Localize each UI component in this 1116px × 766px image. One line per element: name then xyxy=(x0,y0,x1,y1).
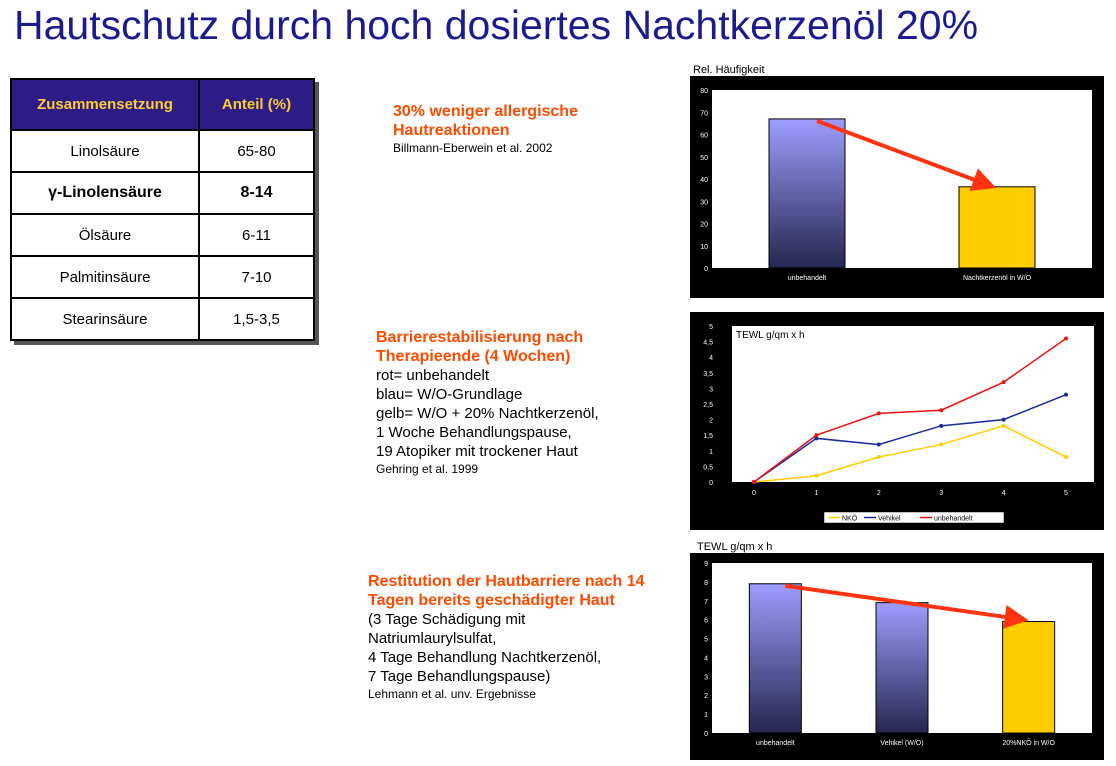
chart2-box xyxy=(690,312,1104,530)
x-tick-label: 4 xyxy=(1001,490,1006,497)
y-tick-label: 30 xyxy=(700,199,708,207)
x-tick-label: 20%NKÖ in W/O xyxy=(1002,740,1055,747)
study3-line: 4 Tage Behandlung Nachtkerzenöl, xyxy=(368,649,602,666)
component-name: γ-Linolensäure xyxy=(11,172,199,214)
component-share: 6-11 xyxy=(199,214,314,256)
table-header-row xyxy=(11,79,314,130)
study1-headline: 30% weniger allergische xyxy=(393,103,578,120)
data-point xyxy=(1002,424,1006,428)
data-point xyxy=(1064,336,1068,340)
y-tick-label: 2 xyxy=(709,417,713,425)
bar xyxy=(876,603,928,733)
study1-reference: Billmann-Eberwein et al. 2002 xyxy=(393,141,553,155)
allergy-bar-chart xyxy=(690,76,1104,298)
component-share: 1,5-3,5 xyxy=(199,298,314,340)
y-tick-label: 50 xyxy=(700,154,708,162)
study2-headline: Barrierestabilisierung nach xyxy=(376,329,584,346)
y-tick-label: 4,5 xyxy=(703,339,713,347)
legend-label: Vehikel xyxy=(878,515,901,523)
component-name: Linolsäure xyxy=(11,130,199,172)
y-tick-label: 6 xyxy=(704,617,708,625)
y-tick-label: 0 xyxy=(709,480,713,487)
y-tick-label: 9 xyxy=(704,561,708,568)
table-row xyxy=(11,172,314,214)
bar xyxy=(749,584,801,733)
column-header: Anteil (%) xyxy=(199,79,314,130)
bar xyxy=(769,119,845,268)
x-tick-label: 1 xyxy=(814,490,819,497)
y-tick-label: 80 xyxy=(700,88,708,95)
data-point xyxy=(1064,393,1068,397)
data-point xyxy=(814,433,818,437)
data-point xyxy=(752,480,756,484)
study2-line: 19 Atopiker mit trockener Haut xyxy=(376,443,578,460)
table-row xyxy=(11,298,314,340)
study2-line: gelb= W/O + 20% Nachtkerzenöl, xyxy=(376,405,599,422)
component-name: Ölsäure xyxy=(11,214,199,256)
x-tick-label: unbehandelt xyxy=(787,275,827,282)
y-tick-label: 40 xyxy=(700,177,708,184)
y-tick-label: 5 xyxy=(704,636,708,644)
legend-label: unbehandelt xyxy=(934,515,973,523)
study3-reference: Lehmann et al. unv. Ergebnisse xyxy=(368,687,536,701)
data-point xyxy=(1002,380,1006,384)
y-tick-label: 3 xyxy=(704,674,708,682)
component-name: Stearinsäure xyxy=(11,298,199,340)
y-tick-label: 8 xyxy=(704,579,708,587)
y-tick-label: 0,5 xyxy=(703,464,713,472)
component-share: 65-80 xyxy=(199,130,314,172)
y-tick-label: 10 xyxy=(700,243,708,251)
study2-reference: Gehring et al. 1999 xyxy=(376,462,479,476)
x-tick-label: Vehikel (W/O) xyxy=(880,740,924,747)
chart1-ylabel: Rel. Häufigkeit xyxy=(693,64,765,76)
study3-headline: Restitution der Hautbarriere nach 14 xyxy=(368,573,645,590)
bar xyxy=(959,187,1035,268)
component-name: Palmitinsäure xyxy=(11,256,199,298)
data-point xyxy=(1064,455,1068,459)
study3-headline: Tagen bereits geschädigter Haut xyxy=(368,592,615,609)
study3-line: 7 Tage Behandlungspause) xyxy=(368,668,551,685)
study3-line: Natriumlaurylsulfat, xyxy=(368,630,497,647)
study1-text xyxy=(393,102,578,156)
y-tick-label: 7 xyxy=(704,598,708,606)
study3-line: (3 Tage Schädigung mit xyxy=(368,611,526,628)
x-tick-label: 5 xyxy=(1064,490,1068,497)
data-point xyxy=(814,474,818,478)
data-point xyxy=(939,443,943,447)
chart1-box xyxy=(690,76,1104,298)
x-tick-label: 0 xyxy=(752,490,756,497)
y-tick-label: 0 xyxy=(704,731,708,738)
bar xyxy=(1003,622,1055,733)
y-tick-label: 5 xyxy=(709,324,713,331)
chart3-box xyxy=(690,553,1104,760)
table-row xyxy=(11,130,314,172)
data-point xyxy=(939,408,943,412)
chart2-ylabel: TEWL g/qm x h xyxy=(736,330,805,341)
component-share: 8-14 xyxy=(199,172,314,214)
data-point xyxy=(939,424,943,428)
y-tick-label: 2 xyxy=(704,693,708,701)
table-row xyxy=(11,214,314,256)
y-tick-label: 1 xyxy=(704,712,708,720)
x-tick-label: unbehandelt xyxy=(756,740,795,747)
study3-text xyxy=(368,572,645,702)
x-tick-label: 2 xyxy=(876,490,881,497)
table-row xyxy=(11,256,314,298)
study1-headline: Hautreaktionen xyxy=(393,122,510,139)
x-tick-label: Nachtkerzenöl in W/O xyxy=(962,275,1032,282)
tewl-line-chart xyxy=(690,312,1104,530)
study2-line: blau= W/O-Grundlage xyxy=(376,386,523,403)
y-tick-label: 3 xyxy=(709,386,713,394)
y-tick-label: 4 xyxy=(709,355,713,363)
tewl-bar-chart xyxy=(690,553,1104,760)
y-tick-label: 60 xyxy=(700,132,708,140)
page-title: Hautschutz durch hoch dosiertes Nachtkerzenöl 20% xyxy=(14,2,979,48)
study2-line: 1 Woche Behandlungspause, xyxy=(376,424,572,441)
y-tick-label: 1 xyxy=(709,448,713,456)
y-tick-label: 4 xyxy=(704,655,708,663)
x-tick-label: 3 xyxy=(939,490,944,497)
y-tick-label: 70 xyxy=(700,110,708,118)
column-header: Zusammensetzung xyxy=(11,79,199,130)
data-point xyxy=(1002,418,1006,422)
legend-label: NKÖ xyxy=(842,515,858,523)
composition-table xyxy=(10,78,315,341)
y-tick-label: 2,5 xyxy=(703,402,713,409)
y-tick-label: 20 xyxy=(700,221,708,229)
study2-headline: Therapieende (4 Wochen) xyxy=(376,348,571,365)
chart3-ylabel: TEWL g/qm x h xyxy=(697,541,773,553)
y-tick-label: 0 xyxy=(704,266,708,273)
data-point xyxy=(877,455,881,459)
y-tick-label: 3,5 xyxy=(703,370,713,378)
data-point xyxy=(877,443,881,447)
data-point xyxy=(877,411,881,415)
study2-line: rot= unbehandelt xyxy=(376,367,490,384)
y-tick-label: 1,5 xyxy=(703,433,713,441)
study2-text xyxy=(376,328,599,477)
component-share: 7-10 xyxy=(199,256,314,298)
